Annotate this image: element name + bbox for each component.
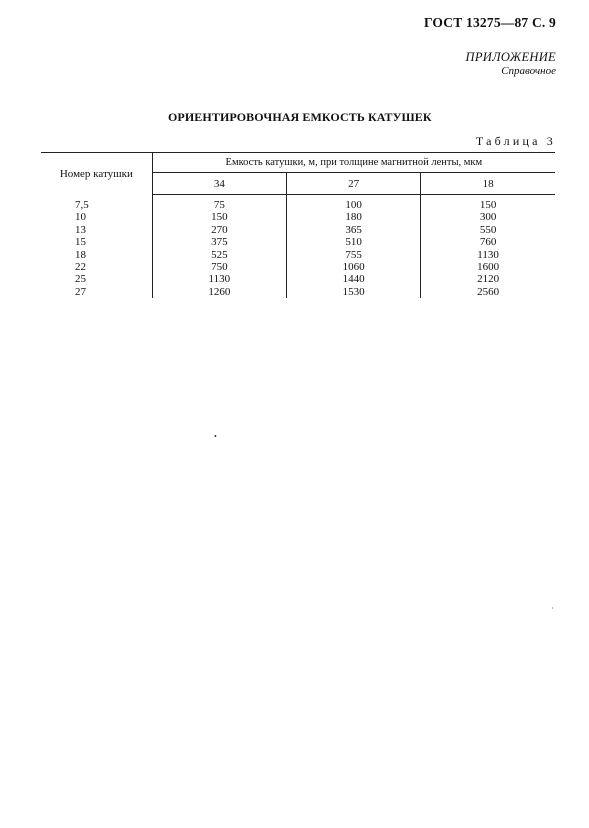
table-row bbox=[41, 195, 555, 212]
cell-reel-number: 10 bbox=[75, 211, 86, 224]
cell-capacity: 1130 bbox=[152, 273, 286, 285]
cell-capacity: 375 bbox=[152, 236, 286, 248]
table-row bbox=[41, 211, 555, 223]
cell-capacity: 750 bbox=[152, 261, 286, 273]
column-header-thickness: 34 bbox=[152, 173, 286, 195]
cell-capacity: 525 bbox=[152, 249, 286, 261]
table-body bbox=[41, 195, 555, 299]
cell-reel-number: 13 bbox=[75, 223, 86, 236]
cell-capacity: 180 bbox=[286, 211, 420, 223]
table-row bbox=[41, 286, 555, 298]
cell-capacity: 1130 bbox=[421, 249, 555, 261]
scan-speck: • bbox=[214, 432, 217, 441]
table-row bbox=[41, 273, 555, 285]
cell-capacity: 100 bbox=[286, 195, 420, 212]
page-header-doc-ref: ГОСТ 13275—87 С. 9 bbox=[423, 15, 556, 30]
scan-speck: · bbox=[551, 604, 554, 613]
cell-capacity: 755 bbox=[286, 249, 420, 261]
column-header-capacity-group: Емкость катушки, м, при толщине магнитной ленты, мкм bbox=[152, 153, 555, 173]
cell-reel-number: 27 bbox=[75, 285, 86, 298]
cell-capacity: 760 bbox=[421, 236, 555, 248]
cell-capacity: 1530 bbox=[286, 286, 420, 298]
table-row bbox=[41, 249, 555, 261]
cell-reel-number: 15 bbox=[75, 236, 86, 249]
cell-reel-number: 25 bbox=[75, 273, 86, 286]
capacity-table bbox=[41, 152, 555, 298]
table-row bbox=[41, 236, 555, 248]
appendix-type: Справочное bbox=[501, 65, 556, 77]
cell-capacity: 1600 bbox=[421, 261, 555, 273]
appendix-label: ПРИЛОЖЕНИЕ bbox=[465, 50, 556, 64]
cell-capacity: 300 bbox=[421, 211, 555, 223]
table-row bbox=[41, 224, 555, 236]
cell-capacity: 150 bbox=[421, 195, 555, 212]
cell-reel-number: 22 bbox=[75, 261, 86, 274]
cell-capacity: 365 bbox=[286, 224, 420, 236]
table-label: Таблица 3 bbox=[475, 134, 556, 148]
column-header-thickness: 18 bbox=[421, 173, 555, 195]
cell-capacity: 1440 bbox=[286, 273, 420, 285]
cell-capacity: 2120 bbox=[421, 273, 555, 285]
cell-capacity: 510 bbox=[286, 236, 420, 248]
cell-capacity: 2560 bbox=[421, 286, 555, 298]
appendix-block bbox=[466, 50, 556, 78]
cell-capacity: 1060 bbox=[286, 261, 420, 273]
table-header-row bbox=[41, 153, 555, 173]
column-header-number: Номер катушки bbox=[41, 153, 152, 195]
document-title: ОРИЕНТИРОВОЧНАЯ ЕМКОСТЬ КАТУШЕК bbox=[168, 110, 432, 124]
cell-capacity: 150 bbox=[152, 211, 286, 223]
cell-capacity: 550 bbox=[421, 224, 555, 236]
cell-reel-number: 7,5 bbox=[75, 198, 89, 211]
cell-capacity: 270 bbox=[152, 224, 286, 236]
cell-reel-number: 18 bbox=[75, 248, 86, 261]
table-row bbox=[41, 261, 555, 273]
column-header-thickness: 27 bbox=[286, 173, 420, 195]
cell-capacity: 75 bbox=[152, 195, 286, 212]
cell-capacity: 1260 bbox=[152, 286, 286, 298]
